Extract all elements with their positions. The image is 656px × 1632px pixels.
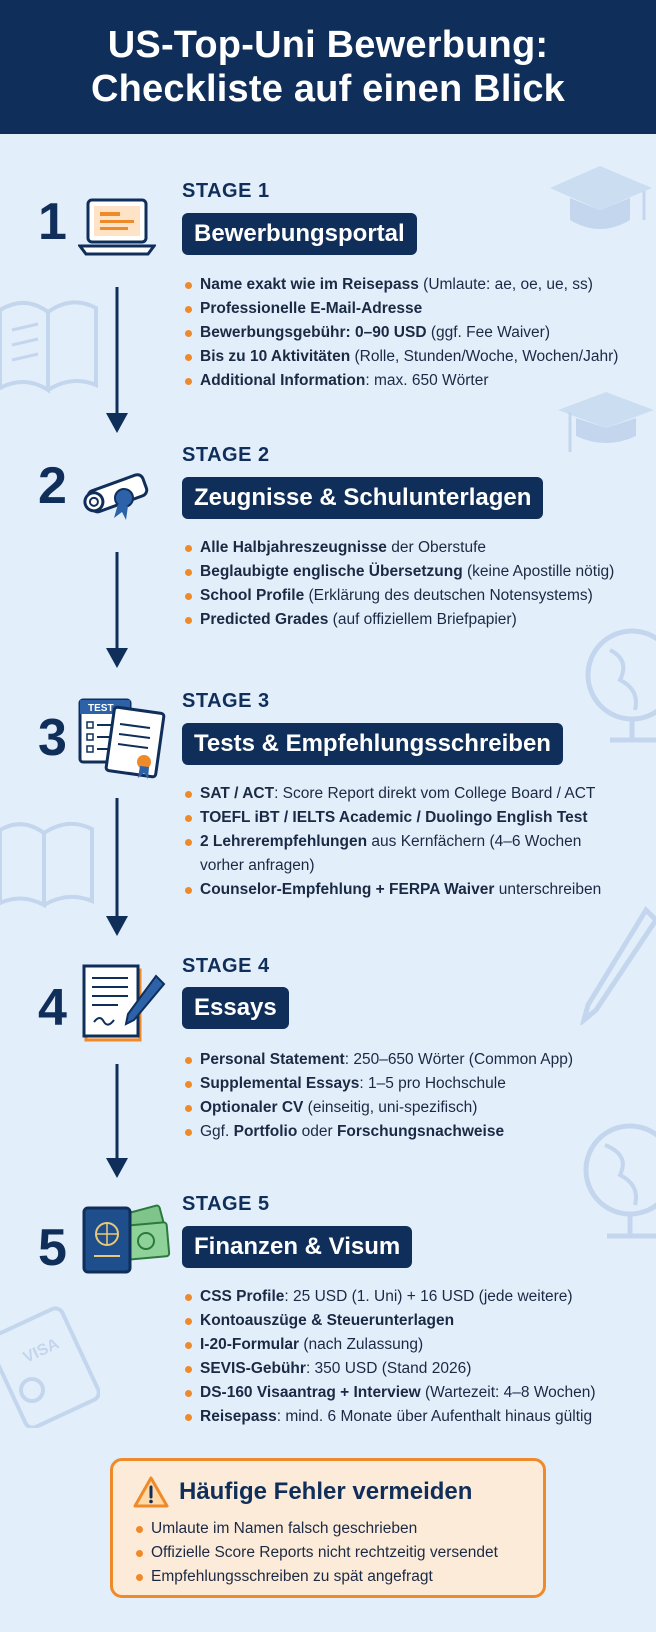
page-title-line-2: Checkliste auf einen Blick [90, 68, 566, 110]
stage-3-list [182, 782, 622, 902]
list-item: Kontoauszüge & Steuerunterlagen [182, 1309, 642, 1333]
list-item: I-20-Formular (nach Zulassung) [182, 1333, 642, 1357]
list-item: TOEFL iBT / IELTS Academic / Duolingo English Test [182, 806, 622, 830]
laptop-icon [78, 196, 156, 260]
pencil-icon [576, 905, 656, 1025]
list-item: Personal Statement: 250–650 Wörter (Common App) [182, 1048, 642, 1072]
list-item: Name exakt wie im Reisepass (Umlaute: ae, oe, ue, ss) [182, 273, 642, 297]
stage-5-title: Finanzen & Visum [182, 1226, 412, 1268]
list-item: Alle Halbjahreszeugnisse der Oberstufe [182, 536, 642, 560]
diploma-icon [78, 460, 158, 524]
warning-triangle-icon [133, 1476, 169, 1508]
stage-2-number: 2 [38, 457, 67, 515]
stage-4-list [182, 1048, 642, 1144]
graduation-cap-icon-small [556, 390, 656, 470]
visa-card-label: VISA [20, 1335, 62, 1367]
list-item: SEVIS-Gebühr: 350 USD (Stand 2026) [182, 1357, 642, 1381]
stage-2-list [182, 536, 642, 632]
list-item: Ggf. Portfolio oder Forschungsnachweise [182, 1120, 642, 1144]
list-item: Optionaler CV (einseitig, uni-spezifisch) [182, 1096, 642, 1120]
list-item: Empfehlungsschreiben zu spät angefragt [133, 1565, 523, 1589]
list-item: Supplemental Essays: 1–5 pro Hochschule [182, 1072, 642, 1096]
list-item: CSS Profile: 25 USD (1. Uni) + 16 USD (jede weitere) [182, 1285, 642, 1309]
warning-title: Häufige Fehler vermeiden [179, 1478, 473, 1505]
stage-3-number: 3 [38, 709, 67, 767]
list-item: Offizielle Score Reports nicht rechtzeitig versendet [133, 1541, 523, 1565]
list-item: Additional Information: max. 650 Wörter [182, 369, 642, 393]
stage-1-list [182, 273, 642, 393]
warning-list [133, 1517, 523, 1589]
list-item: Beglaubigte englische Übersetzung (keine Apostille nötig) [182, 560, 642, 584]
stage-1-label: STAGE 1 [182, 180, 270, 202]
page-title-line-1: US-Top-Uni Bewerbung: [107, 24, 549, 66]
list-item: Predicted Grades (auf offiziellem Briefpapier) [182, 608, 642, 632]
list-item: Counselor-Empfehlung + FERPA Waiver unterschreiben [182, 878, 622, 902]
list-item: Bis zu 10 Aktivitäten (Rolle, Stunden/Woche, Wochen/Jahr) [182, 345, 642, 369]
essay-pen-icon [82, 960, 168, 1046]
list-item: Bewerbungsgebühr: 0–90 USD (ggf. Fee Waiver) [182, 321, 642, 345]
open-book-icon [0, 290, 100, 400]
stage-5-list [182, 1285, 642, 1429]
stage-1-number: 1 [38, 193, 67, 251]
list-item: SAT / ACT: Score Report direkt vom College Board / ACT [182, 782, 622, 806]
stage-4-title: Essays [182, 987, 289, 1029]
list-item: Reisepass: mind. 6 Monate über Aufenthalt hinaus gültig [182, 1405, 642, 1429]
list-item: School Profile (Erklärung des deutschen Notensystems) [182, 584, 642, 608]
stage-3-label: STAGE 3 [182, 690, 270, 712]
visa-card-icon [0, 1298, 100, 1428]
passport-money-icon [80, 1200, 172, 1280]
stage-5-label: STAGE 5 [182, 1193, 270, 1215]
list-item: 2 Lehrerempfehlungen aus Kernfächern (4–6 Wochen vorher anfragen) [182, 830, 622, 878]
list-item: DS-160 Visaantrag + Interview (Wartezeit: 4–8 Wochen) [182, 1381, 642, 1405]
warning-header [133, 1473, 523, 1511]
list-item: Professionelle E-Mail-Adresse [182, 297, 642, 321]
graduation-cap-icon [540, 158, 656, 248]
page-header [0, 0, 656, 134]
list-item: Umlaute im Namen falsch geschrieben [133, 1517, 523, 1541]
stage-4-label: STAGE 4 [182, 955, 270, 977]
open-book-icon-left [0, 815, 96, 915]
arrow-down-icon [104, 798, 130, 940]
stage-5-number: 5 [38, 1219, 67, 1277]
stage-1-title: Bewerbungsportal [182, 213, 417, 255]
arrow-down-icon [104, 1064, 130, 1182]
test-documents-icon [78, 694, 168, 782]
arrow-down-icon [104, 287, 130, 437]
stage-4-number: 4 [38, 979, 67, 1037]
stage-3-title: Tests & Empfehlungsschreiben [182, 723, 563, 765]
globe-icon [580, 620, 656, 750]
test-label: TEST [88, 703, 114, 714]
stage-2-label: STAGE 2 [182, 444, 270, 466]
arrow-down-icon [104, 552, 130, 672]
common-mistakes-box [110, 1458, 546, 1598]
stage-2-title: Zeugnisse & Schulunterlagen [182, 477, 543, 519]
